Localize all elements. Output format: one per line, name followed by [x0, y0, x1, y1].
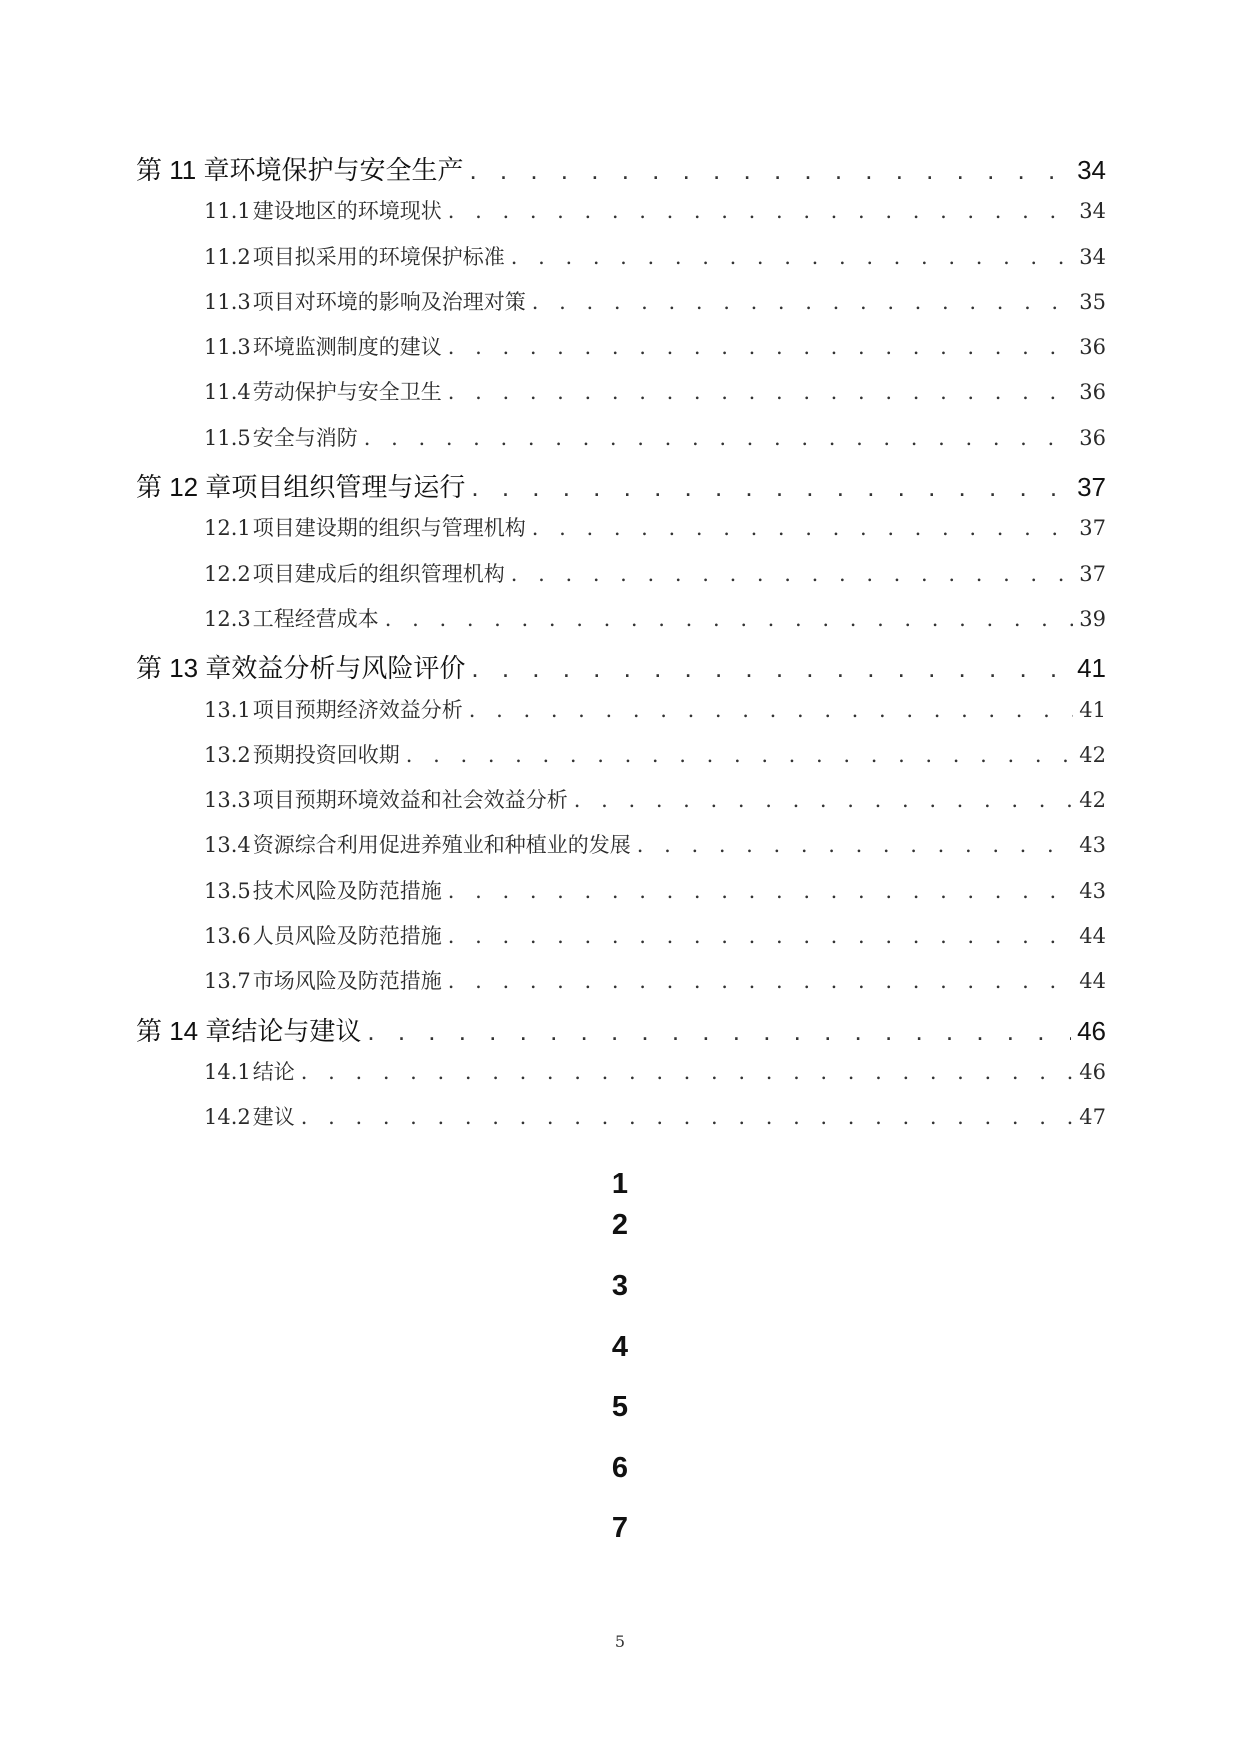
section-number: 13.6 — [204, 924, 251, 949]
toc-section-11-3b[interactable] — [136, 331, 1106, 376]
dot-leader — [448, 335, 1074, 359]
toc-section-13-4[interactable] — [136, 829, 1106, 874]
toc-section-14-2[interactable] — [136, 1101, 1106, 1146]
section-title: 市场风险及防范措施 — [252, 969, 442, 994]
dot-leader — [469, 155, 1071, 186]
section-number: 13.7 — [204, 969, 251, 994]
toc-chapter-14[interactable] — [136, 1011, 1106, 1056]
section-title: 工程经营成本 — [252, 606, 379, 631]
toc-chapter-11[interactable] — [136, 150, 1106, 195]
stray-heading-number: 4 — [611, 1331, 629, 1363]
section-title: 项目拟采用的环境保护标准 — [252, 244, 505, 269]
dot-leader — [471, 472, 1071, 503]
page-reference: 34 — [1079, 199, 1106, 224]
toc-section-13-3[interactable] — [136, 784, 1106, 829]
section-number: 11.4 — [204, 380, 251, 405]
section-number: 11.5 — [204, 425, 251, 450]
toc-section-14-1[interactable] — [136, 1056, 1106, 1101]
dot-leader — [364, 426, 1074, 450]
toc-chapter-12[interactable] — [136, 467, 1106, 512]
dot-leader — [532, 290, 1074, 314]
dot-leader — [301, 1105, 1074, 1129]
dot-leader — [511, 562, 1074, 586]
page-reference: 34 — [1079, 244, 1106, 269]
page-reference: 36 — [1079, 425, 1106, 450]
section-title: 项目对环境的影响及治理对策 — [252, 289, 526, 314]
page-reference: 34 — [1077, 155, 1106, 185]
section-number: 13.2 — [204, 742, 251, 767]
page-reference: 44 — [1079, 924, 1106, 949]
dot-leader — [469, 698, 1074, 722]
section-number: 13.4 — [204, 833, 251, 858]
stray-heading-number: 6 — [611, 1452, 629, 1484]
section-number: 11.2 — [204, 244, 251, 269]
page-reference: 39 — [1079, 606, 1106, 631]
page-reference: 36 — [1079, 380, 1106, 405]
section-number: 13.3 — [204, 788, 251, 813]
page-reference: 43 — [1079, 878, 1106, 903]
chapter-number: 第 11 章 — [136, 155, 230, 185]
page-reference: 47 — [1079, 1105, 1106, 1130]
section-number: 11.3 — [204, 289, 251, 314]
section-title: 结论 — [252, 1059, 295, 1084]
section-title: 项目预期环境效益和社会效益分析 — [252, 788, 568, 813]
dot-leader — [448, 924, 1074, 948]
chapter-number: 第 12 章 — [136, 472, 232, 503]
chapter-title: 项目组织管理与运行 — [231, 472, 466, 503]
dot-leader — [471, 653, 1071, 684]
dot-leader — [385, 607, 1074, 631]
page-number: 5 — [614, 1632, 626, 1651]
toc-section-12-2[interactable] — [136, 558, 1106, 603]
section-title: 项目建成后的组织管理机构 — [252, 561, 505, 586]
page-reference: 41 — [1079, 697, 1106, 722]
section-number: 12.2 — [204, 561, 251, 586]
dot-leader — [511, 245, 1074, 269]
section-title: 项目建设期的组织与管理机构 — [252, 516, 526, 541]
page-reference: 41 — [1077, 653, 1106, 684]
page-reference: 42 — [1079, 788, 1106, 813]
section-title: 环境监测制度的建议 — [252, 335, 442, 360]
page-reference: 43 — [1079, 833, 1106, 858]
section-number: 13.1 — [204, 697, 251, 722]
dot-leader — [301, 1060, 1074, 1084]
section-title: 安全与消防 — [252, 425, 358, 450]
section-title: 项目预期经济效益分析 — [252, 697, 463, 722]
section-title: 劳动保护与安全卫生 — [252, 380, 442, 405]
page-reference: 46 — [1079, 1059, 1106, 1084]
section-number: 11.1 — [204, 199, 251, 224]
stray-heading-number: 3 — [611, 1270, 629, 1302]
page-reference: 44 — [1079, 969, 1106, 994]
section-number: 12.3 — [204, 606, 251, 631]
dot-leader — [448, 879, 1074, 903]
chapter-title: 结论与建议 — [231, 1015, 362, 1046]
dot-leader — [448, 199, 1074, 223]
dot-leader — [367, 1016, 1071, 1047]
page-reference: 36 — [1079, 335, 1106, 360]
page-reference: 37 — [1079, 561, 1106, 586]
section-title: 技术风险及防范措施 — [252, 878, 442, 903]
section-number: 11.3 — [204, 335, 251, 360]
toc-section-11-3a[interactable] — [136, 286, 1106, 331]
toc-section-13-1[interactable] — [136, 694, 1106, 739]
dot-leader — [448, 969, 1074, 993]
page-reference: 35 — [1079, 289, 1106, 314]
toc-section-13-5[interactable] — [136, 875, 1106, 920]
section-title: 建议 — [252, 1105, 295, 1130]
section-title: 预期投资回收期 — [252, 742, 400, 767]
toc-section-13-7[interactable] — [136, 965, 1106, 1010]
section-title: 建设地区的环境现状 — [252, 199, 442, 224]
toc-chapter-13[interactable] — [136, 648, 1106, 693]
stray-heading-number: 5 — [611, 1391, 629, 1423]
section-number: 13.5 — [204, 878, 251, 903]
chapter-title: 环境保护与安全生产 — [229, 155, 464, 185]
page-reference: 42 — [1079, 742, 1106, 767]
stray-heading-number: 2 — [611, 1209, 629, 1241]
dot-leader — [406, 743, 1074, 767]
dot-leader — [574, 788, 1074, 812]
table-of-contents — [136, 150, 1106, 1147]
section-title: 人员风险及防范措施 — [252, 924, 442, 949]
toc-section-12-1[interactable] — [136, 512, 1106, 557]
section-number: 12.1 — [204, 516, 251, 541]
page-reference: 37 — [1079, 516, 1106, 541]
chapter-number: 第 14 章 — [136, 1015, 232, 1046]
toc-section-13-2[interactable] — [136, 739, 1106, 784]
chapter-number: 第 13 章 — [136, 653, 232, 684]
section-number: 14.1 — [204, 1059, 251, 1084]
section-number: 14.2 — [204, 1105, 251, 1130]
stray-heading-number: 1 — [611, 1168, 629, 1200]
toc-section-11-1[interactable] — [136, 195, 1106, 240]
dot-leader — [637, 833, 1074, 857]
toc-section-11-5[interactable] — [136, 422, 1106, 467]
page-reference: 37 — [1077, 472, 1106, 503]
page-reference: 46 — [1077, 1015, 1106, 1046]
stray-heading-number: 7 — [611, 1512, 629, 1544]
toc-section-11-4[interactable] — [136, 376, 1106, 421]
chapter-title: 效益分析与风险评价 — [231, 653, 466, 684]
toc-section-11-2[interactable] — [136, 241, 1106, 286]
section-title: 资源综合利用促进养殖业和种植业的发展 — [252, 833, 631, 858]
dot-leader — [448, 380, 1074, 404]
toc-section-12-3[interactable] — [136, 603, 1106, 648]
toc-section-13-6[interactable] — [136, 920, 1106, 965]
dot-leader — [532, 516, 1074, 540]
